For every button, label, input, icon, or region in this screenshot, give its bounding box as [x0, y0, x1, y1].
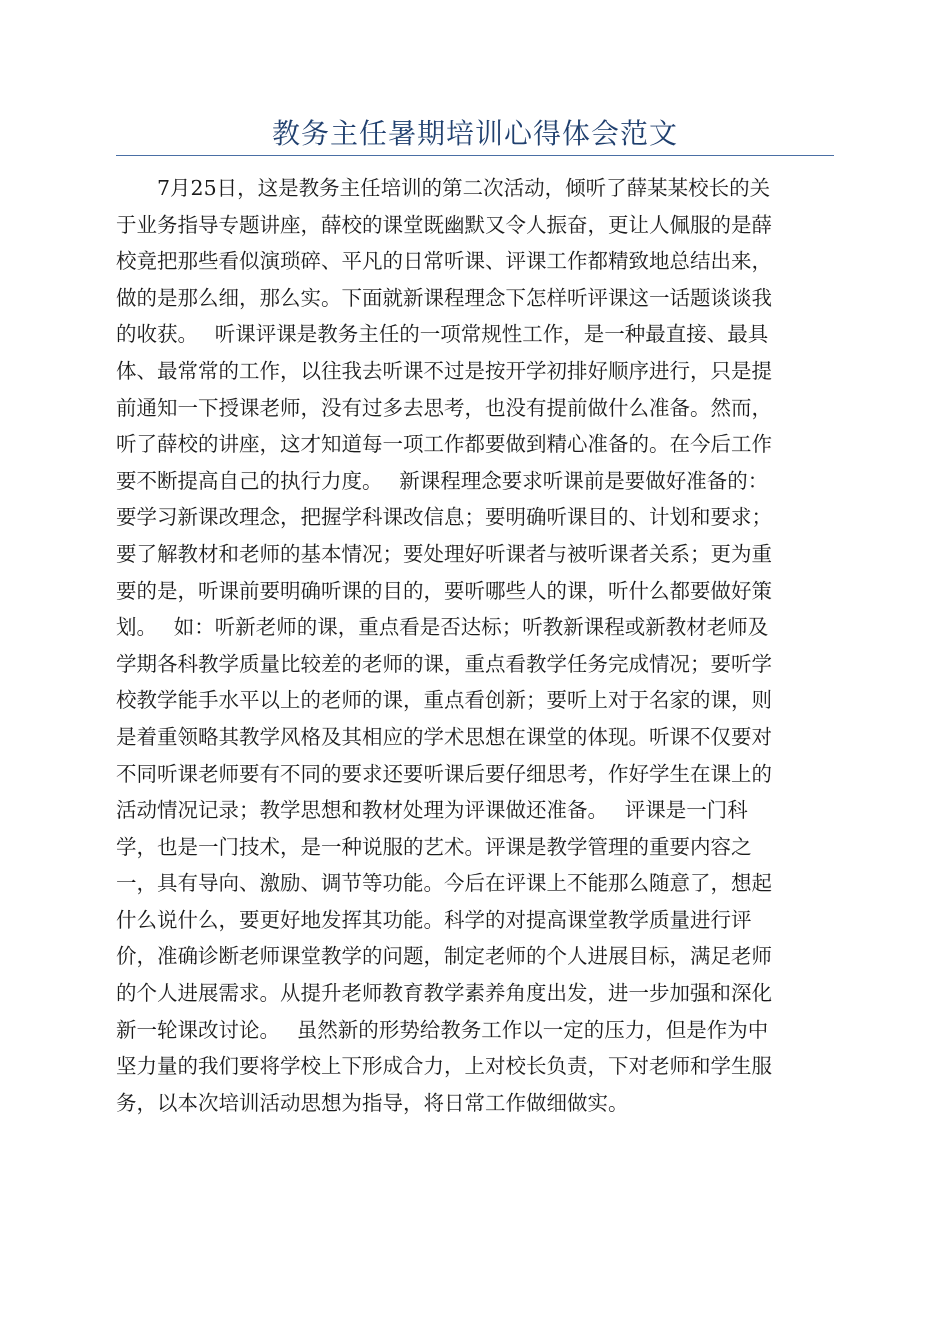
body-line: 活动情况记录；教学思想和教材处理为评课做还准备。 评课是一门科: [116, 798, 748, 823]
body-line: 要了解教材和老师的基本情况；要处理好听课者与被听课者关系；更为重: [116, 541, 772, 566]
body-line: 要的是，听课前要明确听课的目的，要听哪些人的课，听什么都要做好策: [116, 578, 772, 603]
body-line: 校竟把那些看似演琐碎、平凡的日常听课、评课工作都精致地总结出来，: [116, 249, 772, 274]
document-title: 教务主任暑期培训心得体会范文: [271, 117, 678, 150]
body-line: 校教学能手水平以上的老师的课，重点看创新；要听上对于名家的课，则: [116, 688, 772, 713]
body-line: 做的是那么细，那么实。下面就新课程理念下怎样听评课这一话题谈谈我: [116, 285, 772, 310]
body-line: 不同听课老师要有不同的要求还要听课后要仔细思考，作好学生在课上的: [116, 761, 772, 786]
body-line: 坚力量的我们要将学校上下形成合力，上对校长负责，下对老师和学生服: [116, 1054, 772, 1079]
document-body: [116, 170, 834, 1121]
body-line: 体、最常常的工作，以往我去听课不过是按开学初排好顺序进行，只是提: [116, 358, 772, 383]
body-line: 是着重领略其教学风格及其相应的学术思想在课堂的体现。听课不仅要对: [116, 724, 772, 749]
body-line: 划。 如：听新老师的课，重点看是否达标；听教新课程或新教材老师及: [116, 615, 769, 640]
body-line: 学，也是一门技术，是一种说服的艺术。评课是教学管理的重要内容之: [116, 834, 752, 859]
title-underline: [116, 155, 834, 156]
body-line: 7月25日，这是教务主任培训的第二次活动，倾听了薛某某校长的关: [116, 176, 771, 200]
body-line: 价，准确诊断老师课堂教学的问题，制定老师的个人进展目标，满足老师: [116, 944, 772, 969]
body-line: 要学习新课改理念，把握学科课改信息；要明确听课目的、计划和要求；: [116, 505, 772, 530]
body-line: 听了薛校的讲座，这才知道每一项工作都要做到精心准备的。在今后工作: [116, 432, 772, 457]
body-line: 什么说什么，要更好地发挥其功能。科学的对提高课堂教学质量进行评: [116, 907, 752, 932]
body-line: 务，以本次培训活动思想为指导，将日常工作做细做实。: [116, 1090, 629, 1115]
body-line: 前通知一下授课老师，没有过多去思考，也没有提前做什么准备。然而，: [116, 395, 772, 420]
body-line: 要不断提高自己的执行力度。 新课程理念要求听课前是要做好准备的：: [116, 468, 769, 493]
body-line: 的收获。 听课评课是教务主任的一项常规性工作，是一种最直接、最具: [116, 322, 769, 347]
body-line: 的个人进展需求。从提升老师教育教学素养角度出发，进一步加强和深化: [116, 981, 772, 1006]
body-line: 于业务指导专题讲座，薛校的课堂既幽默又令人振奋，更让人佩服的是薛: [116, 212, 772, 237]
body-line: 学期各科教学质量比较差的老师的课，重点看教学任务完成情况；要听学: [116, 651, 772, 676]
body-line: 一，具有导向、激励、调节等功能。今后在评课上不能那么随意了，想起: [116, 871, 772, 896]
body-line: 新一轮课改讨论。 虽然新的形势给教务工作以一定的压力，但是作为中: [116, 1017, 769, 1042]
